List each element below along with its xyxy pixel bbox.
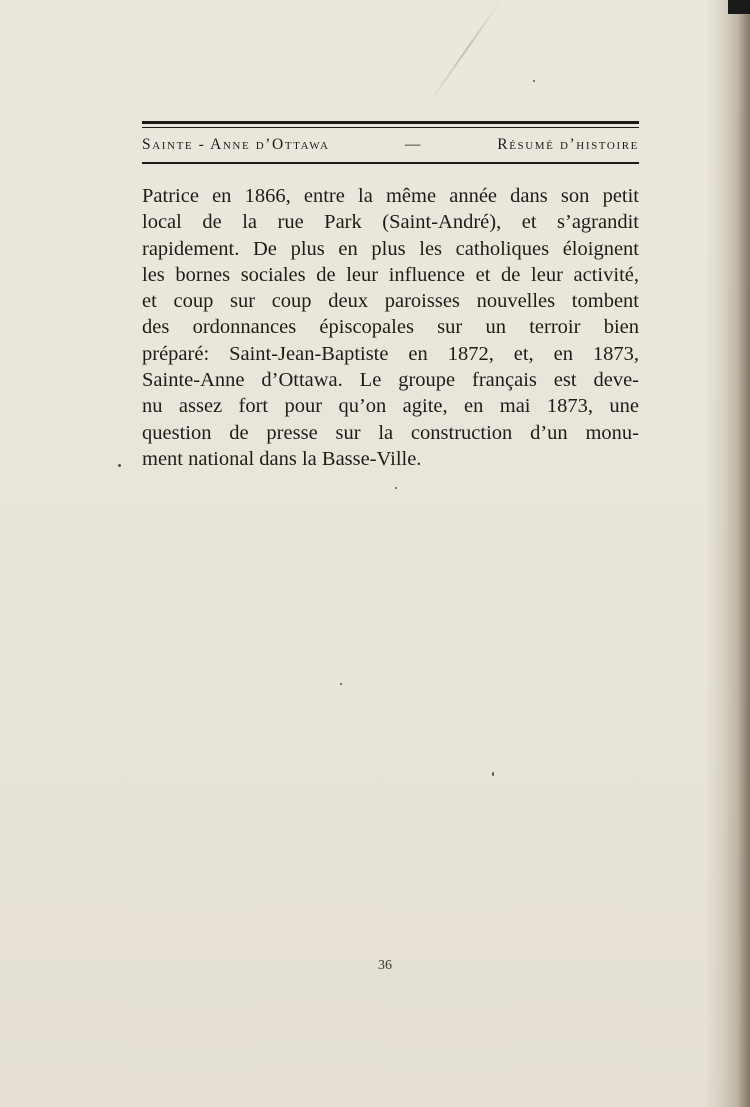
page-crease: [428, 0, 501, 104]
paper-speck: [118, 464, 121, 467]
text-line: rapidement. De plus en plus les catholiques éloignent: [142, 237, 639, 260]
text-line: et coup sur coup deux paroisses nouvelles tombent: [142, 290, 639, 313]
running-head-title: Sainte - Anne d’Ottawa: [142, 136, 330, 153]
text-line: les bornes sociales de leur influence et de leur activité,: [142, 263, 639, 286]
paper-speck: [533, 80, 535, 82]
page-edge-shadow: [722, 0, 750, 1107]
text-line: ment national dans la Basse-Ville.: [142, 447, 422, 470]
text-line: nu assez fort pour qu’on agite, en mai 1873, une: [142, 395, 639, 418]
text-line: préparé: Saint-Jean-Baptiste en 1872, et, en 1873,: [142, 342, 639, 365]
page-number: 36: [378, 958, 392, 973]
text-line: local de la rue Park (Saint-André), et s’agrandit: [142, 211, 639, 234]
paper-speck: [340, 683, 342, 685]
running-head-dash: —: [404, 136, 422, 153]
text-line: des ordonnances épiscopales sur un terroir bien: [142, 316, 639, 339]
paper-speck: [492, 772, 494, 776]
running-head: [142, 134, 639, 156]
paper-speck: [395, 487, 397, 489]
header-rule-bottom: [142, 162, 639, 164]
header-rule-thick: [142, 121, 639, 124]
text-line: Sainte-Anne d’Ottawa. Le groupe français est deve-: [142, 369, 639, 392]
header-rule-thin: [142, 127, 639, 128]
body-paragraph: [142, 183, 639, 472]
text-line: question de presse sur la construction d’un monu-: [142, 421, 639, 444]
scan-corner: [728, 0, 750, 14]
text-line: Patrice en 1866, entre la même année dans son petit: [142, 185, 639, 207]
running-head-subtitle: Résumé d’histoire: [497, 136, 639, 153]
